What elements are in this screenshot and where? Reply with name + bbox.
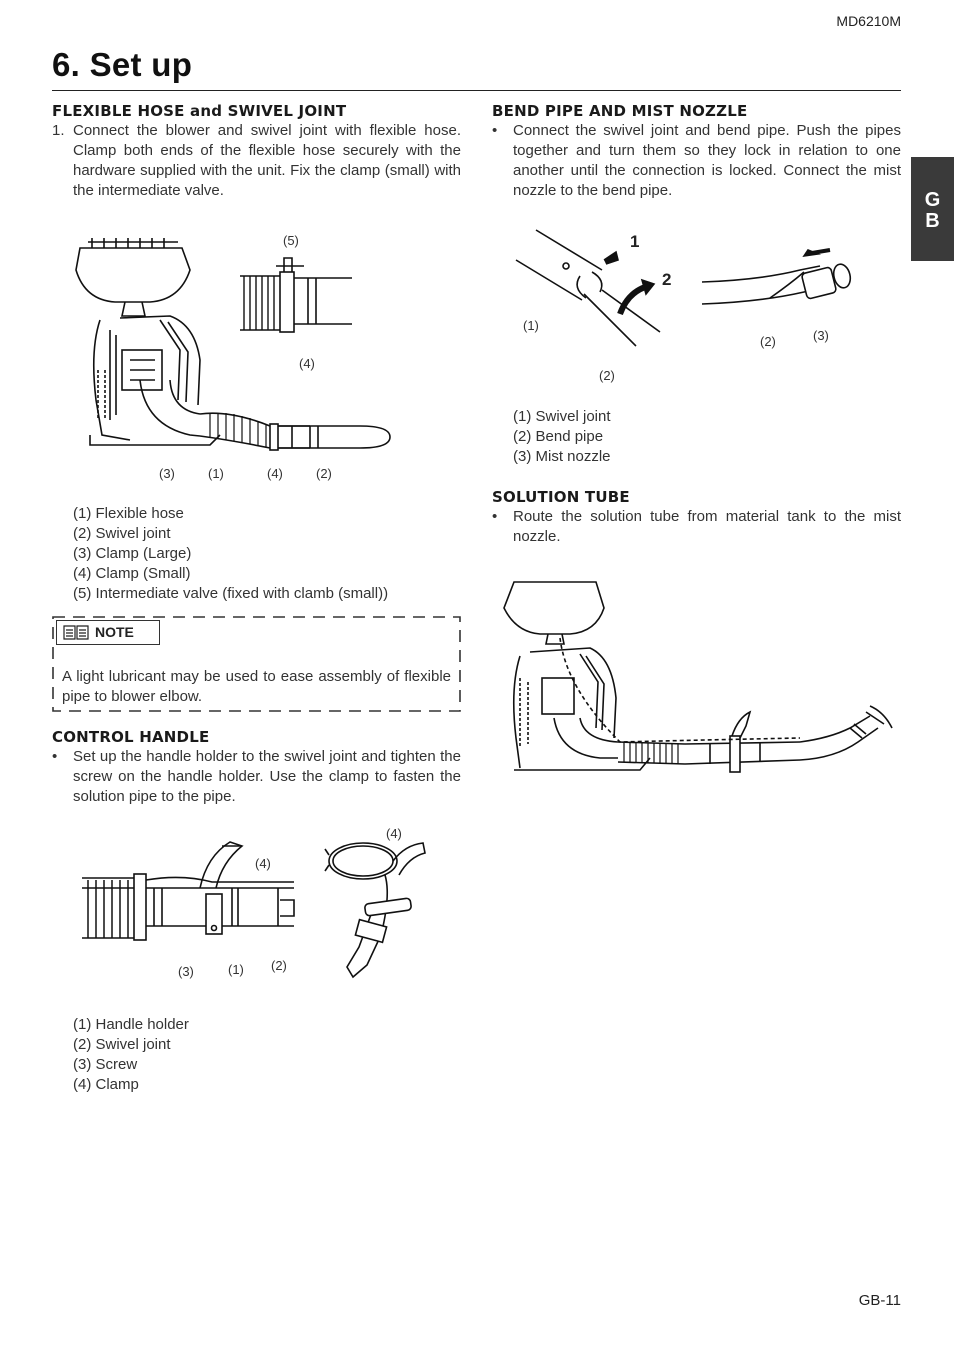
legend-item: (3) Mist nozzle: [513, 448, 611, 465]
solution-tube-heading: SOLUTION TUBE: [492, 488, 630, 506]
callout-flexible-hose: (1): [208, 466, 224, 481]
intermediate-valve-inset: [240, 248, 355, 338]
flexible-hose-step: [52, 121, 461, 201]
mist-nozzle-illustration: [700, 240, 860, 320]
callout-bend-pipe-nozzle: (2): [760, 334, 776, 349]
step-marker-2: 2: [662, 270, 672, 289]
language-tab: [911, 157, 954, 261]
callout-swivel-joint: (2): [271, 958, 287, 973]
bend-pipe-text: Connect the swivel joint and bend pipe. Push the pipes together and turn them so they lock in relation to one another until the connection is locked. Connect the mist nozzle to the bend pipe.: [513, 122, 901, 199]
solution-tube-step: [492, 507, 901, 547]
flexible-hose-text: Connect the blower and swivel joint with flexible hose. Clamp both ends of the flexible hose securely with the hardware supplied with the unit. Fix the clamp (small) with the intermediate valve.: [73, 122, 461, 199]
bullet: •: [52, 748, 58, 765]
legend-item: (1) Flexible hose: [73, 505, 184, 522]
step-marker-1: 1: [630, 232, 640, 251]
page-number: GB-11: [858, 1292, 901, 1309]
bullet: •: [492, 508, 498, 525]
solution-tube-text: Route the solution tube from material tank to the mist nozzle.: [513, 508, 901, 545]
language-tab-line1: G: [924, 189, 941, 211]
callout-swivel-joint: (2): [316, 466, 332, 481]
legend-item: (1) Handle holder: [73, 1016, 189, 1033]
solution-tube-illustration: [500, 578, 895, 778]
note-book-icon: [63, 624, 89, 640]
legend-item: (5) Intermediate valve (fixed with clamb (small)): [73, 585, 389, 602]
page-title: 6. Set up: [52, 46, 193, 83]
callout-handle-holder: (1): [228, 962, 244, 977]
control-handle-step: [52, 747, 461, 807]
note-badge: [56, 620, 160, 645]
legend-item: (4) Clamp: [73, 1076, 139, 1093]
legend-item: (3) Clamp (Large): [73, 545, 192, 562]
control-handle-text: Set up the handle holder to the swivel joint and tighten the screw on the handle holder. Use the clamp to fasten the solution pipe to the pipe.: [73, 748, 461, 805]
model-number: MD6210M: [836, 13, 901, 29]
callout-mist-nozzle: (3): [813, 328, 829, 343]
flexible-hose-heading: FLEXIBLE HOSE and SWIVEL JOINT: [52, 102, 347, 120]
callout-clamp-small: (4): [267, 466, 283, 481]
note-label: NOTE: [95, 624, 134, 640]
step-number: 1.: [52, 122, 65, 139]
bullet: •: [492, 122, 498, 139]
clamp-inset: [325, 835, 435, 980]
control-handle-legend: [73, 1015, 189, 1095]
legend-item: (4) Clamp (Small): [73, 565, 191, 582]
legend-item: (1) Swivel joint: [513, 408, 611, 425]
bend-pipe-legend: [513, 407, 611, 467]
title-rule: [52, 90, 901, 91]
callout-bend-pipe: (2): [599, 368, 615, 383]
callout-clamp-large: (3): [159, 466, 175, 481]
bend-pipe-step: [492, 121, 901, 201]
language-tab-line2: B: [925, 210, 940, 232]
legend-item: (2) Swivel joint: [73, 525, 171, 542]
control-handle-heading: CONTROL HANDLE: [52, 728, 210, 746]
callout-clamp: (4): [255, 856, 271, 871]
bend-pipe-heading: BEND PIPE AND MIST NOZZLE: [492, 102, 748, 120]
flexible-hose-legend: [73, 504, 388, 604]
callout-clamp-inset: (4): [386, 826, 402, 841]
legend-item: (2) Swivel joint: [73, 1036, 171, 1053]
callout-valve-4: (4): [299, 356, 315, 371]
legend-item: (3) Screw: [73, 1056, 138, 1073]
callout-screw: (3): [178, 964, 194, 979]
note-text: A light lubricant may be used to ease assembly of flexible pipe to blower elbow.: [62, 668, 451, 705]
callout-valve-5: (5): [283, 233, 299, 248]
legend-item: (2) Bend pipe: [513, 428, 604, 445]
callout-swivel-joint: (1): [523, 318, 539, 333]
